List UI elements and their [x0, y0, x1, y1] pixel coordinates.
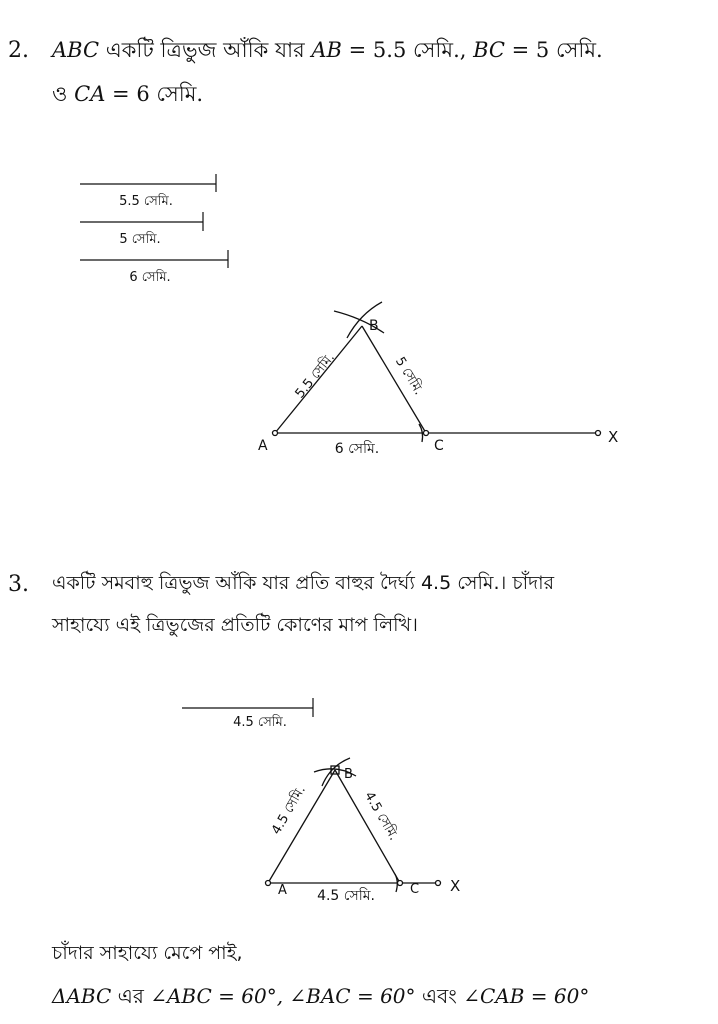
point-c — [424, 431, 429, 436]
point-x-label: X — [450, 877, 461, 895]
arc-c — [395, 874, 397, 892]
side-ac-label: 6 সেমি. — [334, 441, 380, 457]
side-ab-label: 5.5 সেমি. — [292, 350, 339, 402]
result-angles-1: ∠ABC = 60°, ∠BAC = 60° — [150, 984, 416, 1008]
segment-bc-label: 5 সেমি. — [119, 232, 161, 247]
point-a — [266, 881, 271, 886]
arc-from-a — [314, 769, 356, 776]
side-ab-line — [268, 770, 335, 883]
given-segment-q3 — [182, 698, 313, 717]
question-3-line-2: সাহায্যে এই ত্রিভুজের প্রতিটি কোণের মাপ লিখি। — [52, 614, 418, 636]
result-angle-3: ∠CAB = 60° — [463, 984, 590, 1008]
vertex-a-label: A — [258, 438, 268, 454]
segment-ca-label: 6 সেমি. — [129, 270, 171, 285]
side-ab-value: = 5.5 সেমি., — [341, 38, 474, 62]
point-c — [398, 881, 403, 886]
triangle-equilateral — [266, 758, 441, 892]
vertex-c-label: C — [434, 438, 444, 454]
point-x — [436, 881, 441, 886]
result-and: এবং — [415, 984, 464, 1008]
q2-text-mid: একটি ত্রিভুজ আঁকি যার — [99, 38, 312, 62]
side-ab-symbol: AB — [311, 38, 342, 62]
segment-side-label: 4.5 সেমি. — [233, 715, 287, 730]
question-2-number: 2. — [8, 38, 29, 63]
point-b-mark — [331, 766, 339, 774]
given-segments — [80, 174, 228, 268]
triangle-name: ABC — [52, 38, 100, 62]
segment-ab-label: 5.5 সেমি. — [119, 194, 173, 209]
vertex-a-label: A — [278, 883, 287, 898]
side-ac-label: 4.5 সেমি. — [317, 888, 375, 904]
side-bc-label: 4.5 সেমি. — [361, 789, 401, 844]
side-ab-label: 4.5 সেমি. — [269, 783, 309, 838]
result-line-1: চাঁদার সাহায্যে মেপে পাই, — [52, 942, 243, 964]
result-line-2 — [52, 986, 589, 1006]
side-bc-value: = 5 সেমি. — [504, 38, 603, 62]
result-triangle: ΔABC — [52, 984, 112, 1008]
question-3-line-1: একটি সমবাহু ত্রিভুজ আঁকি যার প্রতি বাহুর দৈর্ঘ্য 4.5 সেমি.। চাঁদার — [52, 572, 555, 594]
question-3-number: 3. — [8, 572, 29, 597]
vertex-b-label: B — [369, 318, 379, 334]
side-ca-value: = 6 সেমি. — [105, 82, 204, 106]
vertex-c-label: C — [410, 882, 420, 897]
point-x — [596, 431, 601, 436]
point-a — [273, 431, 278, 436]
side-bc-line — [335, 770, 400, 883]
arc-from-c — [322, 758, 350, 786]
point-x-label: X — [608, 428, 619, 446]
q2-text-and: ও — [52, 82, 75, 106]
side-ca-symbol: CA — [74, 82, 106, 106]
side-bc-symbol: BC — [473, 38, 505, 62]
vertex-b-label: B — [344, 767, 353, 782]
side-bc-label: 5 সেমি. — [391, 354, 427, 398]
result-of: এর — [111, 984, 151, 1008]
